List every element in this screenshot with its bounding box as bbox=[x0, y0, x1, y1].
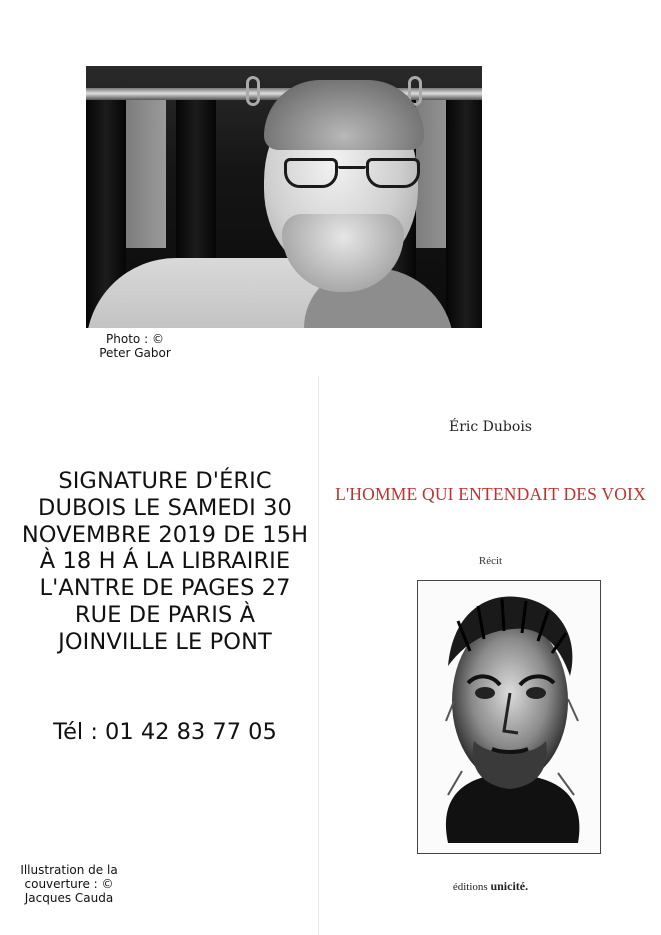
event-announcement: SIGNATURE D'ÉRIC DUBOIS LE SAMEDI 30 NOVEMBRE 2019 DE 15H À 18 H Á LA LIBRAIRIE L'ANTRE DE PAGES 27 RUE DE PARIS À JOINVILLE LE PONT bbox=[21, 468, 309, 655]
illustration-credit: Illustration de la couverture : © Jacques Cauda bbox=[20, 863, 118, 905]
book-cover bbox=[318, 376, 661, 935]
curtain-ring bbox=[246, 76, 260, 106]
phone-number: Tél : 01 42 83 77 05 bbox=[53, 719, 277, 745]
photo-curtain bbox=[446, 100, 482, 328]
publisher-name: unicité. bbox=[490, 879, 529, 893]
photo-hair bbox=[264, 80, 424, 150]
cover-publisher bbox=[319, 879, 661, 894]
portrait-drawing-icon bbox=[418, 581, 600, 853]
publisher-prefix: éditions bbox=[452, 881, 488, 893]
cover-title: L'HOMME QUI ENTENDAIT DES VOIX bbox=[335, 484, 646, 504]
author-photo bbox=[86, 66, 482, 328]
cover-illustration bbox=[417, 580, 601, 854]
photo-credit: Photo : © Peter Gabor bbox=[99, 332, 171, 360]
cover-author: Éric Dubois bbox=[449, 419, 532, 435]
cover-genre: Récit bbox=[478, 555, 503, 567]
photo-glasses bbox=[284, 158, 428, 192]
